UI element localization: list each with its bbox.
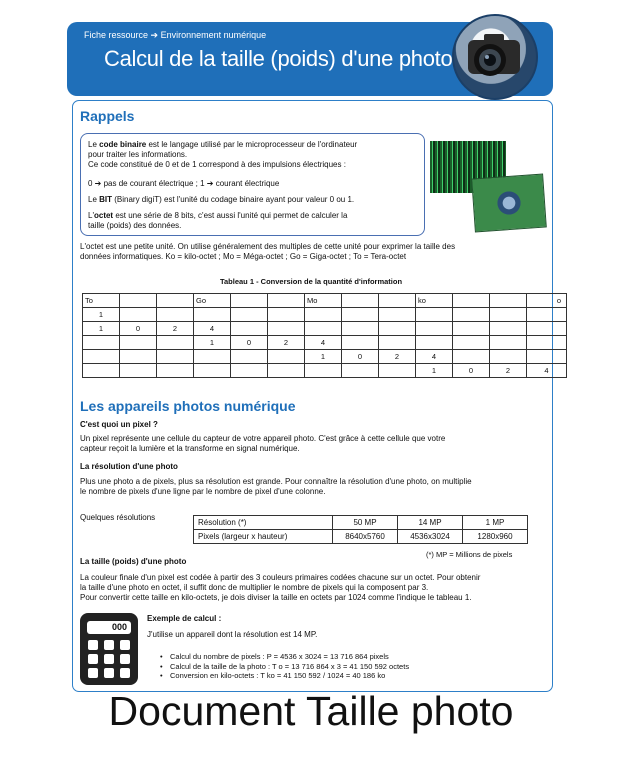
table-cell: Résolution (*) [194,516,333,530]
table-cell [342,336,379,350]
table-cell: Go [194,294,231,308]
table-cell [120,350,157,364]
table-cell [490,350,527,364]
exemple-title: Exemple de calcul : [147,614,222,623]
table-row [83,350,567,364]
rappels-current-line: 0 ➔ pas de courant électrique ; 1 ➔ courant électrique [88,179,280,188]
table-cell [83,364,120,378]
microprocessor-image [471,174,547,233]
table-cell: ko [416,294,453,308]
taille-paragraph: La couleur finale d'un pixel est codée à partir des 3 couleurs primaires codées chacune sur un octet. Pour obtenir la taille d'une photo en octet, il suffit donc de multiplier le nombre de pixels qui la composent par 3. Pour convertir cette taille en kilo-octets, je dois diviser la taille en octets par 1024 comme l'indique le tableau 1. [80,573,481,602]
table-cell [157,350,194,364]
table-cell [305,364,342,378]
table-cell [379,336,416,350]
table-cell: 50 MP [333,516,398,530]
table-cell [194,308,231,322]
table-cell [120,336,157,350]
table-cell [305,322,342,336]
table-cell [416,308,453,322]
table-cell [268,308,305,322]
table-cell: 4 [305,336,342,350]
table-cell [157,364,194,378]
table-cell [453,308,490,322]
table-cell [416,322,453,336]
table-row [83,336,567,350]
table-cell [490,322,527,336]
table-cell: 2 [157,322,194,336]
table-cell [379,364,416,378]
rappels-bit-line: Le BIT (Binary digiT) est l'unité du codage binaire ayant pour valeur 0 ou 1. [88,195,355,204]
table-cell: 1 [83,322,120,336]
table-cell [268,294,305,308]
table-cell [453,350,490,364]
table-cell [453,336,490,350]
table-cell: 1 MP [463,516,528,530]
calculator-icon [80,613,138,685]
table-cell [268,364,305,378]
exemple-intro: J'utilise un appareil dont la résolution est 14 MP. [147,630,318,639]
table-cell [231,364,268,378]
exemple-steps-list [160,652,409,681]
table-cell [527,336,567,350]
appareils-heading: Les appareils photos numérique [80,398,296,414]
table-cell: 4 [527,364,567,378]
table-cell [453,294,490,308]
table-cell [157,294,194,308]
table-cell: 4 [416,350,453,364]
table-cell [342,364,379,378]
list-item: • Calcul de la taille de la photo : T o = 13 716 864 x 3 = 41 150 592 octets [160,662,409,672]
table-cell [83,350,120,364]
camera-icon [452,14,538,100]
table-cell: 4536x3024 [398,530,463,544]
table-cell [157,336,194,350]
table-cell [157,308,194,322]
resolution-subheading: La résolution d'une photo [80,462,178,471]
table-cell [268,350,305,364]
table-cell [268,322,305,336]
table-cell: 1 [305,350,342,364]
table-cell [231,308,268,322]
table-cell [342,294,379,308]
table-cell: 14 MP [398,516,463,530]
table-cell [194,364,231,378]
table-cell [379,322,416,336]
table-cell: 2 [379,350,416,364]
table-cell: 0 [231,336,268,350]
table-cell: 1 [194,336,231,350]
table-cell: 1 [83,308,120,322]
table-cell [490,336,527,350]
mp-note: (*) MP = Millions de pixels [426,550,513,559]
table-cell [342,322,379,336]
table-cell [120,294,157,308]
table-cell: 1280x960 [463,530,528,544]
calculator-display: 000 [87,621,131,634]
table-cell: To [83,294,120,308]
table-cell [379,294,416,308]
table-cell: o [527,294,567,308]
rappels-binary-paragraph: Le code binaire est le langage utilisé par le microprocesseur de l'ordinateur pour traiter les informations. Ce code constitué de 0 et de 1 correspond à des impulsions électriques : [88,140,358,169]
list-item: • Calcul du nombre de pixels : P = 4536 x 3024 = 13 716 864 pixels [160,652,409,662]
table-cell [231,350,268,364]
table-cell [490,308,527,322]
taille-subheading: La taille (poids) d'une photo [80,557,187,566]
table-cell: 0 [120,322,157,336]
page-title: Calcul de la taille (poids) d'une photo [104,46,453,71]
table-cell [120,308,157,322]
table-cell: 2 [490,364,527,378]
table-cell: 2 [268,336,305,350]
table-cell: 8640x5760 [333,530,398,544]
octet-intro-paragraph: L'octet est une petite unité. On utilise généralement des multiples de cette unité pour exprimer la taille des données informatiques. Ko = kilo-octet ; Mo = Méga-octet ; Go = Giga-octet ; To = Tera-octet [80,242,456,261]
table-cell [379,308,416,322]
table1-caption: Tableau 1 - Conversion de la quantité d'information [219,277,403,286]
document-caption: Document Taille photo [108,688,514,734]
table-cell [305,308,342,322]
table-row [194,530,528,544]
table-cell [231,322,268,336]
resolution-paragraph: Plus une photo a de pixels, plus sa résolution est grande. Pour connaître la résolution d'une photo, on multiplie le nombre de pixels d'une ligne par le nombre de pixel d'une colonne. [80,477,472,496]
table-cell [120,364,157,378]
table-row [83,364,567,378]
resolution-table [193,515,528,544]
table-cell [527,322,567,336]
table-cell [194,350,231,364]
table-cell: Pixels (largeur x hauteur) [194,530,333,544]
rappels-octet-paragraph: L'octet est une série de 8 bits, c'est aussi l'unité qui permet de calculer la taille (poids) des données. [88,211,348,230]
table-cell: 0 [342,350,379,364]
pixel-paragraph: Un pixel représente une cellule du capteur de votre appareil photo. C'est grâce à cette cellule que votre capteur reçoit la lumière et la transforme en signal numérique. [80,434,446,453]
table-row [83,294,567,308]
conversion-table [82,293,567,378]
pixel-subheading: C'est quoi un pixel ? [80,420,158,429]
table-row [83,308,567,322]
list-item: • Conversion en kilo-octets : T ko = 41 150 592 / 1024 = 40 186 ko [160,671,409,681]
table-row [194,516,528,530]
table-row [83,322,567,336]
rappels-heading: Rappels [80,108,135,124]
table-cell [490,294,527,308]
table-cell: 0 [453,364,490,378]
table-cell: 4 [194,322,231,336]
table-cell [453,322,490,336]
table-cell: 1 [416,364,453,378]
breadcrumb: Fiche ressource ➔ Environnement numérique [84,30,267,40]
table-cell [342,308,379,322]
table-cell [416,336,453,350]
table-cell [527,308,567,322]
table-cell: Mo [305,294,342,308]
table-cell [231,294,268,308]
table-cell [83,336,120,350]
quelques-label: Quelques résolutions [80,513,156,522]
table-cell [527,350,567,364]
